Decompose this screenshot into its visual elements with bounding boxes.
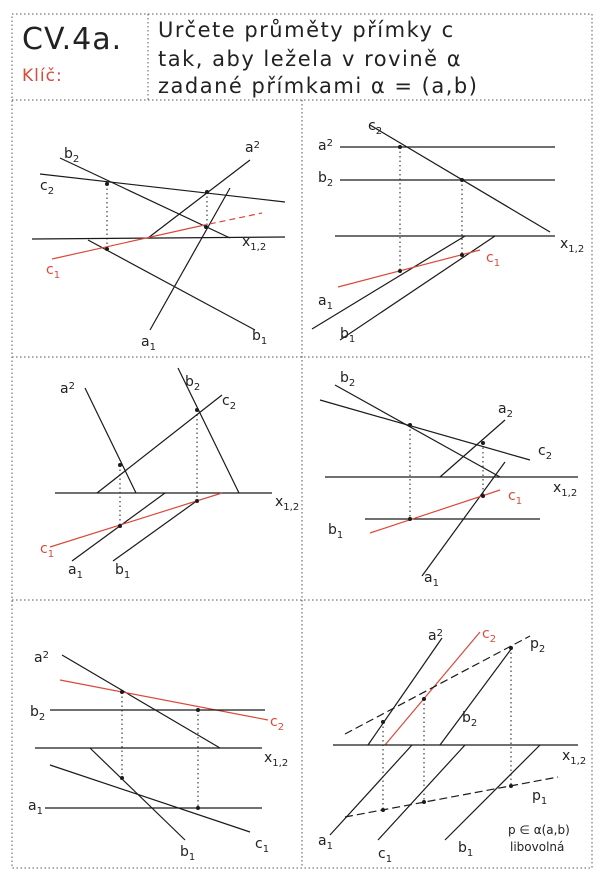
task-line-1: Určete průměty přímky c [158, 18, 455, 42]
svg-text:c1: $c_1$ [255, 836, 270, 855]
svg-text:x1,2: $x_{1,2}$ [562, 748, 587, 767]
task-line-3: zadané přímkami α = (a,b) [158, 74, 479, 98]
svg-text:b1: $b_1$ [180, 844, 196, 863]
line-c1 [370, 490, 500, 533]
panel-6 [318, 626, 586, 865]
svg-text:b2: $b_2$ [30, 704, 46, 723]
line-a1 [150, 188, 230, 330]
svg-text:b1: $b_1$ [458, 840, 474, 859]
svg-text:b2: $b_2$ [340, 370, 356, 389]
svg-text:a1: $a_1$ [68, 562, 83, 581]
svg-text:a2: $a^2$ [60, 381, 75, 397]
exercise-id: CV.4a. [22, 22, 123, 57]
svg-text:p2: $p_2$ [530, 636, 546, 655]
svg-text:c1: $c_1$ [46, 262, 61, 281]
line-c1 [338, 250, 480, 287]
svg-text:a2: $a^2$ [428, 628, 443, 644]
line-c2 [385, 632, 480, 745]
line-a2 [368, 638, 442, 745]
svg-text:c1: $c_1$ [378, 846, 393, 865]
note-line-2: libovolná [510, 840, 565, 854]
line-c1 [52, 226, 200, 259]
line-c2 [97, 395, 222, 493]
svg-text:c1: $c_1$ [486, 250, 501, 269]
svg-text:c1: $c_1$ [508, 488, 523, 507]
panel-1 [32, 140, 285, 353]
panel-2 [312, 118, 584, 345]
svg-text:a2: $a_2$ [498, 401, 513, 420]
svg-text:x1,2: $x_{1,2}$ [275, 494, 300, 513]
svg-text:a1: $a_1$ [318, 293, 333, 312]
svg-text:a1: $a_1$ [318, 833, 333, 852]
svg-text:a2: $a^2$ [34, 650, 49, 666]
svg-text:c1: $c_1$ [40, 541, 55, 560]
svg-text:c2: $c_2$ [482, 626, 497, 645]
svg-text:b2: $b_2$ [185, 374, 201, 393]
svg-text:a2: $a^2$ [245, 140, 260, 156]
line-b1 [88, 240, 255, 330]
svg-text:x1,2: $x_{1,2}$ [560, 236, 585, 255]
line-c2 [60, 680, 268, 720]
svg-text:c2: $c_2$ [270, 714, 285, 733]
line-c2 [370, 125, 550, 232]
panel-5 [28, 650, 288, 863]
page-frame [12, 14, 592, 868]
line-a2 [62, 655, 220, 748]
svg-text:p1: $p_1$ [532, 788, 548, 807]
line-a1 [330, 745, 412, 835]
panel-4 [320, 370, 578, 589]
line-c1 [50, 765, 250, 832]
note-line-1: p ∈ α(a,b) [508, 823, 570, 837]
line-b2 [440, 648, 512, 745]
svg-text:a1: $a_1$ [141, 334, 156, 353]
svg-text:c2: $c_2$ [538, 443, 553, 462]
svg-text:b1: $b_1$ [252, 328, 268, 347]
svg-text:a1: $a_1$ [28, 798, 43, 817]
svg-text:b2: $b_2$ [64, 146, 80, 165]
line-p2 [345, 636, 530, 734]
panel-3 [40, 368, 299, 581]
line-c2 [40, 174, 285, 202]
svg-text:x1,2: $x_{1,2}$ [264, 750, 289, 769]
line-b2 [335, 385, 500, 477]
svg-text:b1: $b_1$ [115, 562, 131, 581]
svg-text:x1,2: $x_{1,2}$ [553, 480, 578, 499]
svg-text:c2: $c_2$ [368, 118, 383, 137]
svg-text:a1: $a_1$ [424, 570, 439, 589]
svg-text:x1,2: $x_{1,2}$ [242, 234, 267, 253]
line-c1 [378, 745, 465, 840]
line-b1 [113, 500, 198, 561]
key-label: Klíč: [22, 66, 63, 86]
line-a1 [312, 236, 465, 329]
svg-text:c2: $c_2$ [222, 393, 237, 412]
svg-text:b2: $b_2$ [462, 710, 478, 729]
svg-text:b2: $b_2$ [318, 170, 334, 189]
task-line-2: tak, aby ležela v rovině α [158, 47, 463, 71]
line-a2 [85, 388, 136, 493]
svg-text:b1: $b_1$ [328, 522, 344, 541]
svg-text:c2: $c_2$ [40, 178, 55, 197]
svg-text:a2: $a^2$ [318, 138, 333, 154]
svg-text:b1: $b_1$ [340, 326, 356, 345]
